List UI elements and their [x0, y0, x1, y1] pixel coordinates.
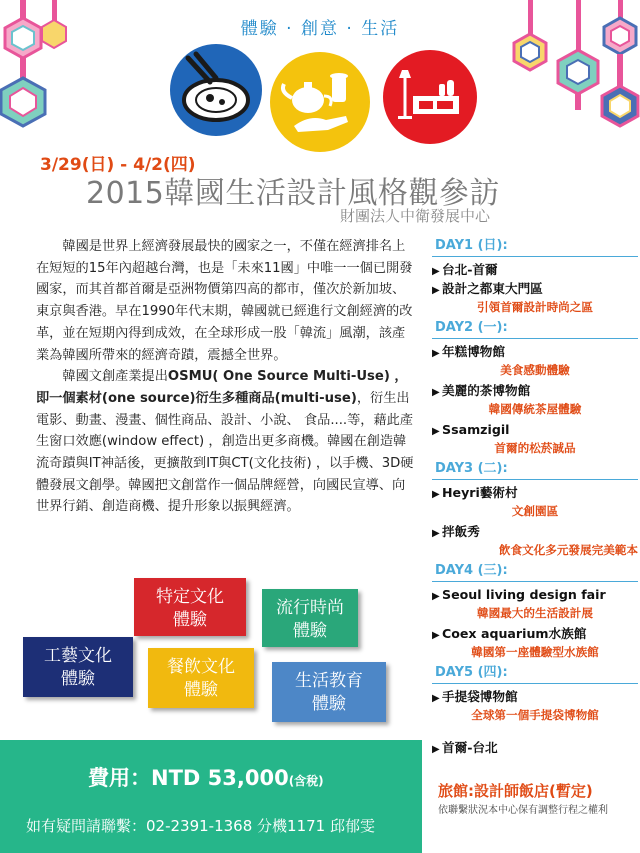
itinerary — [432, 236, 638, 757]
item-label: Heyri藝術村 — [442, 485, 518, 500]
paragraph-1: 韓國是世界上經濟發展最快的國家之一，不僅在經濟排名上在短短的15年內超越台灣，也是「未來11國」中唯一一個已開發國家，而其首都首爾是亞洲物價第四高的都市，僅次於新加坡、東京與香港。早在1990年代末期，韓國就已經進行文創經濟的改革，並在短期內得到成效，在全球形成一股「韓流」風潮，該產業為韓國所帶來的經濟奇蹟，震撼全世界。 — [36, 239, 413, 363]
itinerary-item — [432, 483, 638, 502]
paragraph-2 — [36, 366, 418, 518]
itinerary-item — [432, 585, 638, 604]
item-description: 韓國傳統茶屋體驗 — [488, 402, 582, 416]
arrow-right-icon: ▶ — [432, 528, 440, 539]
itinerary-item — [432, 260, 638, 279]
paragraph-2-rest: ，衍生出電影、動畫、漫畫、個性商品、設計、小說、 食品....等，藉此產生窗口效應(window effect) ，創造出更多商機。韓國在創造韓流奇蹟與IT神話後，更擴散到IT與CT(文化技術) ，以手機、3D硬體發展文創學。韓國把文創當作一個品牌經營，向國民宣導、向世界行銷、創造商機、提升形象以振興經濟。 — [36, 390, 414, 515]
arrow-right-icon: ▶ — [432, 693, 440, 704]
item-label: Seoul living design fair — [442, 587, 606, 602]
item-description: 韓國最大的生活設計展 — [477, 606, 593, 620]
tagline: 體驗 · 創意 · 生活 — [240, 19, 400, 39]
item-label: Ssamzigil — [442, 422, 510, 437]
tile-specific-culture — [134, 578, 246, 636]
footer-band — [0, 740, 422, 853]
arrow-right-icon: ▶ — [432, 387, 440, 398]
item-description: 首爾的松菸誠品 — [494, 441, 576, 455]
tile-craft-culture — [23, 637, 133, 697]
item-label: Coex aquarium水族館 — [442, 626, 587, 641]
page-title: 2015韓國生活設計風格觀參訪 — [86, 176, 500, 211]
tile-food-culture — [148, 648, 254, 708]
item-label: 首爾-台北 — [442, 740, 498, 755]
itinerary-item — [432, 522, 638, 541]
item-label: 年糕博物館 — [442, 344, 505, 359]
tile-label: 生活教育 — [295, 671, 363, 691]
item-description: 引領首爾設計時尚之區 — [477, 300, 593, 314]
fee-tax-note: (含稅) — [288, 774, 324, 788]
item-description: 全球第一個手提袋博物館 — [471, 708, 599, 722]
fee-amount: 費用：NTD 53,000 — [88, 766, 289, 790]
arrow-right-icon: ▶ — [432, 591, 440, 602]
item-description: 韓國第一座體驗型水族館 — [471, 645, 599, 659]
living-room-icon — [383, 50, 477, 144]
tile-fashion — [262, 589, 358, 647]
tile-sublabel: 體驗 — [312, 694, 346, 714]
itinerary-item — [432, 624, 638, 643]
teapot-icon — [270, 52, 370, 152]
tile-label: 特定文化 — [156, 587, 224, 607]
tile-label: 流行時尚 — [276, 598, 344, 618]
tile-sublabel: 體驗 — [61, 669, 95, 689]
item-description: 文創園區 — [511, 504, 559, 518]
item-description: 美食感動體驗 — [500, 363, 570, 377]
fee — [88, 762, 324, 792]
day-heading: DAY4 (三): — [432, 561, 638, 582]
hotel-info: 旅館:設計師飯店(暫定) — [438, 782, 593, 800]
organizer: 財團法人中衛發展中心 — [340, 207, 491, 225]
day-heading: DAY1 (日): — [432, 236, 638, 257]
item-label: 手提袋博物館 — [442, 689, 518, 704]
itinerary-item — [432, 381, 638, 400]
osmu-highlight: OSMU( One Source Multi-Use) ，即一個素材(one source)衍生多種商品(multi-use) — [36, 369, 408, 406]
paragraph-2-lead: 韓國文創產業提出 — [62, 369, 168, 385]
arrow-right-icon: ▶ — [432, 285, 440, 296]
itinerary-item — [432, 738, 638, 757]
arrow-right-icon: ▶ — [432, 630, 440, 641]
arrow-right-icon: ▶ — [432, 266, 440, 277]
day-heading: DAY3 (二): — [432, 459, 638, 480]
itinerary-item — [432, 279, 638, 298]
tile-sublabel: 體驗 — [173, 610, 207, 630]
food-plate-icon — [170, 44, 262, 136]
tile-sublabel: 體驗 — [293, 621, 327, 641]
item-label: 拌飯秀 — [442, 524, 480, 539]
intro-text — [36, 236, 418, 518]
item-label: 台北-首爾 — [442, 262, 498, 277]
item-label: 美麗的茶博物館 — [442, 383, 531, 398]
itinerary-item — [432, 420, 638, 439]
itinerary-item — [432, 687, 638, 706]
arrow-right-icon: ▶ — [432, 489, 440, 500]
tile-sublabel: 體驗 — [184, 680, 218, 700]
tile-life-education — [272, 662, 386, 722]
day-heading: DAY2 (一): — [432, 318, 638, 339]
arrow-right-icon: ▶ — [432, 348, 440, 359]
tile-label: 餐飲文化 — [167, 657, 235, 677]
contact-info: 如有疑問請聯繫：02-2391-1368 分機1171 邱郁雯 — [26, 817, 375, 835]
event-dates: 3/29(日) - 4/2(四) — [40, 155, 196, 175]
tile-label: 工藝文化 — [44, 646, 112, 666]
day-heading: DAY5 (四): — [432, 663, 638, 684]
item-label: 設計之都東大門區 — [442, 281, 543, 296]
disclaimer-note: 依聯繫狀況本中心保有調整行程之權利 — [438, 805, 608, 816]
item-description: 飲食文化多元發展完美範本 — [498, 543, 638, 557]
arrow-right-icon: ▶ — [432, 744, 440, 755]
arrow-right-icon: ▶ — [432, 426, 440, 437]
itinerary-item — [432, 342, 638, 361]
